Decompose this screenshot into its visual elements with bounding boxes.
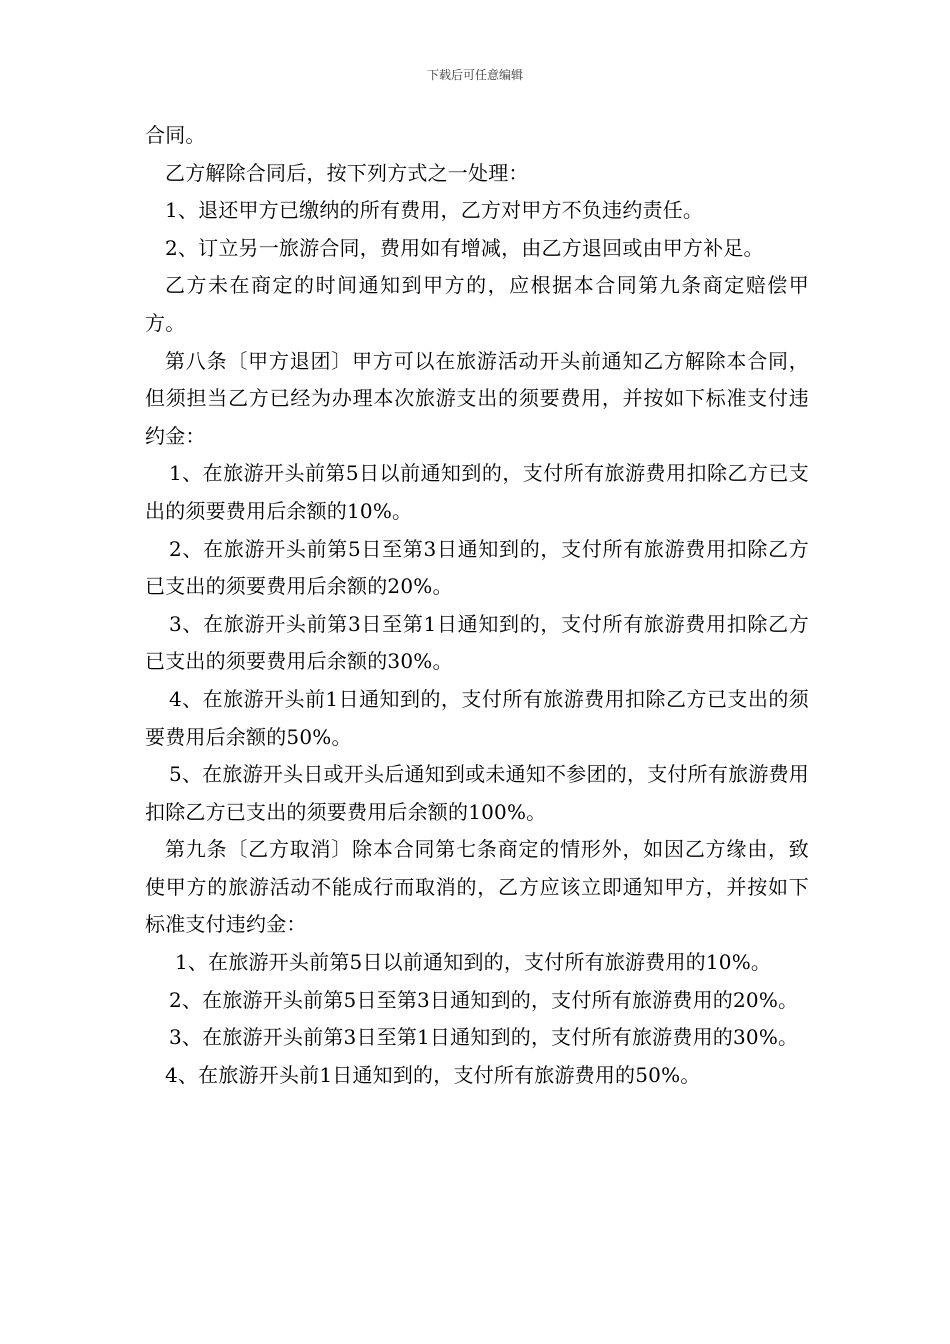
list-item: 2、订立另一旅游合同，费用如有增减，由乙方退回或由甲方补足。 (165, 235, 764, 260)
list-item: 3、在旅游开头前第3日至第1日通知到的，支付所有旅游费用扣除乙方已支出的须要费用后余额的30%。 (145, 611, 809, 674)
list-item: 1、在旅游开头前第5日以前通知到的，支付所有旅游费用扣除乙方已支出的须要费用后余额的10%。 (145, 461, 809, 523)
list-item: 1、退还甲方已缴纳的所有费用，乙方对甲方不负违约责任。 (165, 198, 704, 223)
list-item: 5、在旅游开头日或开头后通知到或未通知不参团的，支付所有旅游费用扣除乙方已支出的须要费用后余额的100%。 (145, 762, 809, 824)
page-header: 下载后可任意编辑 (426, 68, 523, 82)
list-item: 3、在旅游开头前第3日至第1日通知到的，支付所有旅游费用的30%。 (169, 1025, 799, 1050)
paragraph: 乙方解除合同后，按下列方式之一处理： (165, 160, 529, 185)
document-body (145, 117, 809, 1094)
list-item: 2、在旅游开头前第5日至第3日通知到的，支付所有旅游费用的20%。 (169, 987, 799, 1012)
list-item: 1、在旅游开头前第5日以前通知到的，支付所有旅游费用的10%。 (175, 950, 772, 975)
paragraph: 合同。 (145, 123, 206, 147)
list-item: 4、在旅游开头前1日通知到的，支付所有旅游费用的50%。 (165, 1062, 701, 1087)
paragraph: 乙方未在商定的时间通知到甲方的，应根据本合同第九条商定赔偿甲方。 (145, 273, 809, 335)
list-item: 4、在旅游开头前1日通知到的，支付所有旅游费用扣除乙方已支出的须要费用后余额的50%。 (145, 686, 809, 749)
list-item: 2、在旅游开头前第5日至第3日通知到的，支付所有旅游费用扣除乙方已支出的须要费用后余额的20%。 (145, 536, 809, 599)
clause-heading-paragraph: 第九条〔乙方取消〕除本合同第七条商定的情形外，如因乙方缘由，致使甲方的旅游活动不能成行而取消的，乙方应该立即通知甲方，并按如下标准支付违约金： (145, 837, 809, 937)
clause-heading-paragraph: 第八条〔甲方退团〕甲方可以在旅游活动开头前通知乙方解除本合同，但须担当乙方已经为办理本次旅游支出的须要费用，并按如下标准支付违约金： (145, 348, 809, 448)
